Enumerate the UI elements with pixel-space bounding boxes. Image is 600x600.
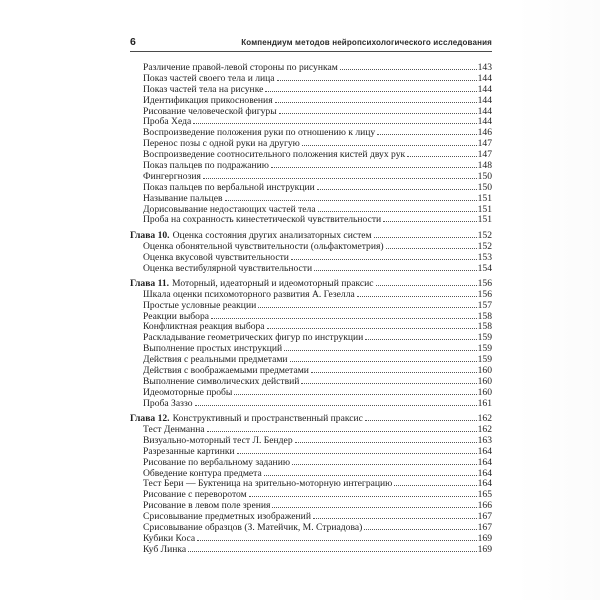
- toc-entry: [130, 490, 492, 501]
- entry-page-ref: 152: [477, 241, 492, 252]
- dot-leader: [318, 210, 477, 212]
- entry-page-ref: 160: [477, 366, 492, 377]
- entry-page-ref: 169: [477, 544, 492, 555]
- entry-title: Срисовывание образцов (З. Матейчик, М. Стриадова): [143, 523, 363, 534]
- chapter-label: Глава 11.: [130, 278, 170, 289]
- dot-leader: [376, 284, 477, 286]
- dot-leader: [211, 317, 477, 319]
- toc-entry: [130, 399, 492, 410]
- toc-entry: [130, 388, 492, 399]
- toc-entry: [130, 523, 492, 534]
- dot-leader: [272, 506, 476, 508]
- toc-entry: [130, 85, 492, 96]
- entry-page-ref: 151: [477, 215, 492, 226]
- page-header: [130, 37, 492, 52]
- toc-entry: [130, 458, 492, 469]
- dot-leader: [284, 349, 476, 351]
- dot-leader: [188, 550, 476, 552]
- entry-title: Фингергнозия: [143, 171, 201, 182]
- entry-page-ref: 162: [477, 425, 492, 435]
- toc-entry: [130, 312, 492, 323]
- dot-leader: [193, 122, 476, 124]
- entry-page-ref: 164: [477, 468, 492, 479]
- entry-page-ref: 167: [477, 523, 492, 534]
- dot-leader: [364, 528, 476, 530]
- entry-page-ref: 166: [477, 501, 492, 512]
- entry-title: Раскладывание геометрических фигур по инструкции: [143, 333, 364, 344]
- entry-page-ref: 167: [477, 512, 492, 523]
- entry-title: Срисовывание предметных изображений: [143, 512, 311, 523]
- dot-leader: [365, 419, 477, 421]
- dot-leader: [313, 517, 477, 519]
- entry-page-ref: 158: [477, 311, 492, 322]
- entry-page-ref: 156: [477, 289, 492, 300]
- entry-page-ref: 161: [477, 398, 492, 409]
- entry-title: Оценка обонятельной чувствительности (ольфактометрия): [143, 241, 384, 252]
- entry-page-ref: 147: [477, 139, 492, 150]
- entry-title: Тест Бери — Буктеница на зрительно-моторную интеграцию: [143, 479, 393, 490]
- entry-title: Показ пальцев по вербальной инструкции: [143, 182, 315, 193]
- toc-entry: [130, 501, 492, 512]
- entry-title: Проба Заззо: [143, 398, 193, 409]
- dot-leader: [271, 166, 477, 168]
- entry-page-ref: 157: [477, 300, 492, 311]
- entry-title: Показ частей тела на рисунке: [143, 84, 264, 95]
- dot-leader: [365, 338, 476, 340]
- dot-leader: [407, 155, 476, 157]
- toc-entry: [130, 183, 492, 194]
- dot-leader: [292, 463, 477, 465]
- entry-title: Идентификация прикосновения: [143, 95, 273, 106]
- entry-page-ref: 169: [477, 533, 492, 544]
- entry-page-ref: 150: [477, 171, 492, 182]
- toc-entry: [130, 205, 492, 216]
- dot-leader: [249, 495, 477, 497]
- toc-chapter-entry: [130, 414, 492, 425]
- entry-page-ref: 151: [477, 204, 492, 215]
- dot-leader: [265, 90, 476, 92]
- entry-page-ref: 151: [477, 193, 492, 204]
- toc-entry: [130, 150, 492, 161]
- entry-title: Воспроизведение соотносительного положения кистей двух рук: [143, 150, 406, 161]
- toc-entry: [130, 128, 492, 139]
- entry-page-ref: 150: [477, 182, 492, 193]
- dot-leader: [386, 247, 477, 249]
- dot-leader: [291, 258, 477, 260]
- chapter-page-ref: 156: [477, 278, 492, 289]
- entry-page-ref: 144: [477, 84, 492, 95]
- entry-page-ref: 154: [477, 263, 492, 274]
- entry-page-ref: 159: [477, 344, 492, 355]
- toc-entry: [130, 253, 492, 264]
- dot-leader: [207, 430, 477, 432]
- page-content: [130, 37, 492, 556]
- entry-title: Идеомоторные пробы: [143, 387, 233, 398]
- entry-title: Действия с воображаемыми предметами: [143, 366, 309, 377]
- toc-entry: [130, 534, 492, 545]
- entry-title: Тест Денманна: [143, 425, 205, 435]
- chapter-label: Глава 12.: [130, 414, 170, 425]
- entry-title: Рисование человеческой фигуры: [143, 106, 277, 117]
- entry-title: Проба на сохранность кинестетической чувствительности: [143, 215, 382, 226]
- toc-entry: [130, 469, 492, 480]
- entry-title: Оценка вкусовой чувствительности: [143, 252, 289, 263]
- toc-entry: [130, 479, 492, 490]
- chapter-title: Моторный, идеаторный и идеомоторный праксис: [172, 278, 374, 289]
- dot-leader: [277, 79, 477, 81]
- dot-leader: [317, 188, 477, 190]
- entry-page-ref: 144: [477, 95, 492, 106]
- toc-entry: [130, 425, 492, 436]
- dot-leader: [203, 177, 477, 179]
- entry-page-ref: 144: [477, 73, 492, 84]
- toc-entry: [130, 172, 492, 183]
- toc-entry: [130, 377, 492, 388]
- entry-title: Показ пальцев по подражанию: [143, 161, 269, 172]
- entry-title: Кубики Коса: [143, 533, 196, 544]
- dot-leader: [383, 220, 476, 222]
- table-of-contents: [130, 63, 492, 556]
- entry-page-ref: 146: [477, 128, 492, 139]
- toc-entry: [130, 301, 492, 312]
- entry-title: Выполнение простых инструкций: [143, 344, 283, 355]
- entry-page-ref: 163: [477, 435, 492, 446]
- entry-page-ref: 143: [477, 63, 492, 73]
- entry-page-ref: 160: [477, 376, 492, 387]
- toc-entry: [130, 447, 492, 458]
- entry-page-ref: 147: [477, 150, 492, 161]
- toc-entry: [130, 355, 492, 366]
- toc-entry: [130, 107, 492, 118]
- dot-leader: [195, 404, 477, 406]
- dot-leader: [279, 112, 477, 114]
- entry-page-ref: 158: [477, 322, 492, 333]
- toc-entry: [130, 436, 492, 447]
- dot-leader: [237, 452, 477, 454]
- toc-entry: [130, 344, 492, 355]
- entry-title: Оценка вестибулярной чувствительности: [143, 263, 313, 274]
- dot-leader: [314, 269, 476, 271]
- entry-page-ref: 144: [477, 106, 492, 117]
- chapter-page-ref: 152: [477, 230, 492, 241]
- toc-entry: [130, 117, 492, 128]
- dot-leader: [290, 360, 477, 362]
- dot-leader: [275, 101, 477, 103]
- toc-entry: [130, 96, 492, 107]
- page-number: 6: [130, 36, 136, 48]
- chapter-title: Оценка состояния других анализаторных систем: [172, 230, 372, 241]
- toc-entry: [130, 161, 492, 172]
- toc-entry: [130, 290, 492, 301]
- entry-title: Куб Линка: [143, 544, 187, 555]
- entry-title: Простые условные реакции: [143, 300, 257, 311]
- entry-page-ref: 159: [477, 355, 492, 366]
- toc-entry: [130, 63, 492, 74]
- toc-entry: [130, 545, 492, 556]
- toc-entry: [130, 215, 492, 226]
- dot-leader: [311, 371, 477, 373]
- toc-entry: [130, 264, 492, 275]
- entry-title: Различение правой-левой стороны по рисункам: [143, 63, 338, 73]
- entry-title: Проба Хеда: [143, 117, 192, 128]
- toc-entry: [130, 194, 492, 205]
- entry-title: Называние пальцев: [143, 193, 223, 204]
- dot-leader: [264, 474, 477, 476]
- dot-leader: [301, 382, 476, 384]
- entry-title: Разрезанные картинки: [143, 446, 235, 457]
- entry-title: Действия с реальными предметами: [143, 355, 288, 366]
- entry-title: Конфликтная реакция выбора: [143, 322, 265, 333]
- dot-leader: [374, 236, 477, 238]
- entry-page-ref: 160: [477, 387, 492, 398]
- dot-leader: [340, 68, 477, 70]
- entry-page-ref: 159: [477, 333, 492, 344]
- running-title: Компендиум методов нейропсихологического исследования: [241, 38, 492, 47]
- entry-title: Шкала оценки психомоторного развития А. Гезелла: [143, 289, 355, 300]
- entry-page-ref: 164: [477, 446, 492, 457]
- dot-leader: [302, 144, 477, 146]
- toc-entry: [130, 512, 492, 523]
- chapter-title: Конструктивный и пространственный праксис: [172, 414, 363, 425]
- toc-chapter-entry: [130, 279, 492, 290]
- toc-entry: [130, 139, 492, 150]
- toc-entry: [130, 242, 492, 253]
- dot-leader: [258, 306, 476, 308]
- entry-page-ref: 144: [477, 117, 492, 128]
- toc-entry: [130, 74, 492, 85]
- entry-title: Обведение контура предмета: [143, 468, 262, 479]
- entry-title: Рисование с переворотом: [143, 490, 247, 501]
- dot-leader: [267, 327, 477, 329]
- entry-title: Рисование в левом поле зрения: [143, 501, 271, 512]
- toc-chapter-entry: [130, 231, 492, 242]
- entry-title: Реакции выбора: [143, 311, 210, 322]
- dot-leader: [234, 393, 476, 395]
- entry-title: Рисование по вербальному заданию: [143, 457, 290, 468]
- dot-leader: [197, 539, 476, 541]
- entry-title: Перенос позы с одной руки на другую: [143, 139, 300, 150]
- toc-entry: [130, 333, 492, 344]
- dot-leader: [295, 441, 477, 443]
- dot-leader: [377, 133, 476, 135]
- entry-title: Визуально-моторный тест Л. Бендер: [143, 435, 293, 446]
- entry-page-ref: 148: [477, 161, 492, 172]
- chapter-page-ref: 162: [477, 414, 492, 425]
- entry-page-ref: 164: [477, 457, 492, 468]
- dot-leader: [394, 484, 476, 486]
- toc-entry: [130, 322, 492, 333]
- entry-page-ref: 164: [477, 479, 492, 490]
- chapter-label: Глава 10.: [130, 230, 170, 241]
- entry-title: Выполнение символических действий: [143, 376, 300, 387]
- dot-leader: [357, 295, 477, 297]
- entry-title: Дорисовывание недостающих частей тела: [143, 204, 316, 215]
- entry-page-ref: 153: [477, 252, 492, 263]
- entry-title: Показ частей своего тела и лица: [143, 73, 275, 84]
- entry-title: Воспроизведение положения руки по отношению к лицу: [143, 128, 376, 139]
- toc-entry: [130, 366, 492, 377]
- dot-leader: [225, 199, 477, 201]
- entry-page-ref: 165: [477, 490, 492, 501]
